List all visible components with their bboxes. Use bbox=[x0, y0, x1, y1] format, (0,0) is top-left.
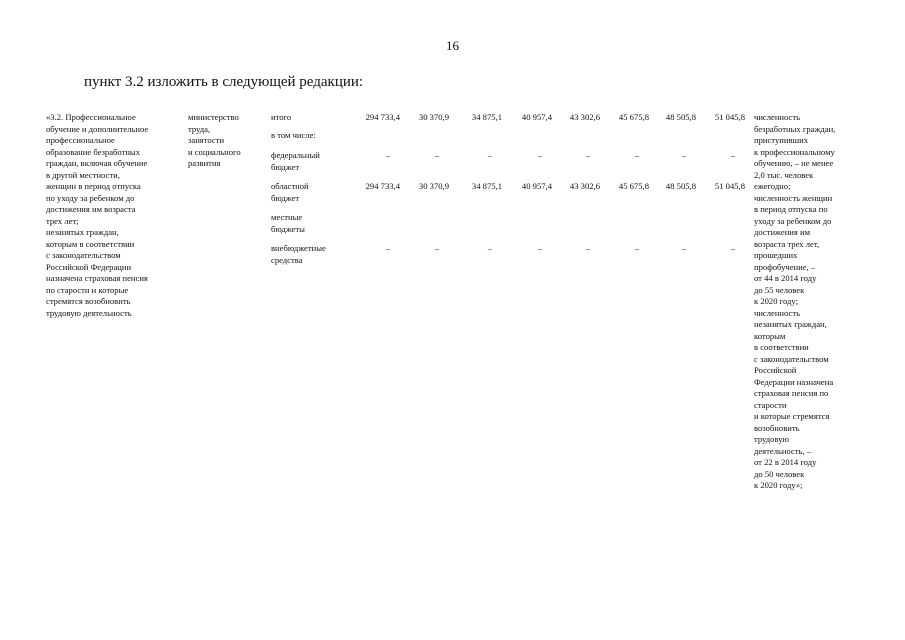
activity-line: обучение и дополнительное bbox=[46, 123, 149, 134]
result-line: и которые стремятся bbox=[754, 411, 830, 421]
funding-value-cell: – bbox=[634, 243, 640, 253]
result-line: возобновить bbox=[754, 422, 800, 433]
funding-value-cell: 48 505,8 bbox=[665, 181, 696, 191]
funding-source-line: в том числе: bbox=[271, 130, 316, 140]
funding-value-cell: 40 957,4 bbox=[521, 181, 552, 191]
activity-line: по старости и которые bbox=[46, 284, 129, 295]
result-line: трудовую bbox=[754, 434, 789, 444]
funding-value-cell: – bbox=[681, 150, 687, 160]
result-line: обучению, – не менее bbox=[754, 158, 834, 168]
result-line: незанятых граждан, bbox=[754, 319, 827, 329]
result-line: уходу за ребенком до bbox=[754, 215, 832, 226]
funding-value-cell: 40 957,4 bbox=[521, 112, 552, 122]
result-line: возраста трех лет, bbox=[754, 238, 820, 249]
funding-source-label bbox=[271, 150, 320, 173]
funding-source-line: областной bbox=[271, 181, 309, 191]
funding-value-cell: 51 045,8 bbox=[714, 112, 745, 122]
result-line: к 2020 году; bbox=[754, 296, 798, 306]
funding-value-cell: – bbox=[434, 150, 440, 160]
funding-value-cell: 48 505,8 bbox=[665, 112, 696, 122]
activity-line: назначена страховая пенсия bbox=[46, 273, 148, 283]
funding-source-line: итого bbox=[271, 112, 292, 122]
activity-line: незанятых граждан, bbox=[46, 227, 119, 237]
funding-value-cell: – bbox=[537, 150, 543, 160]
result-line: прошедших bbox=[754, 250, 798, 260]
funding-value-cell: 43 302,6 bbox=[569, 181, 600, 191]
funding-value-cell: – bbox=[681, 243, 687, 253]
result-line: приступивших bbox=[754, 135, 809, 145]
funding-value-cell: 294 733,4 bbox=[365, 181, 400, 191]
activity-line: трудовую деятельность bbox=[46, 307, 132, 318]
funding-value-cell: – bbox=[634, 150, 640, 160]
funding-value-cell: 45 675,8 bbox=[618, 112, 649, 122]
result-line: страховая пенсия по bbox=[754, 388, 829, 398]
executor-line: занятости bbox=[188, 135, 225, 145]
result-line: от 22 в 2014 году bbox=[754, 457, 817, 467]
funding-value-cell: – bbox=[585, 243, 591, 253]
result-line: профобучение, – bbox=[754, 261, 816, 272]
result-line: к профессиональному bbox=[754, 146, 835, 157]
funding-source-line: внебюджетные bbox=[271, 243, 326, 253]
funding-source-label bbox=[271, 212, 305, 235]
result-line: до 50 человек bbox=[754, 468, 805, 479]
funding-value-cell: – bbox=[730, 150, 736, 160]
executor-line: развития bbox=[188, 158, 221, 168]
funding-source-label bbox=[271, 243, 326, 266]
funding-value-cell: – bbox=[487, 150, 493, 160]
result-line: достижения им bbox=[754, 227, 811, 237]
funding-source-label bbox=[271, 112, 291, 124]
funding-value-cell: 294 733,4 bbox=[365, 112, 400, 122]
result-line: старости bbox=[754, 399, 787, 410]
executor-line: и социального bbox=[188, 146, 241, 157]
funding-value-cell: – bbox=[385, 150, 391, 160]
activity-line: женщин в период отпуска bbox=[46, 181, 141, 191]
result-line: деятельность, – bbox=[754, 445, 812, 456]
executor-line: министерство bbox=[188, 112, 239, 122]
result-column bbox=[754, 112, 835, 492]
funding-source-label bbox=[271, 130, 316, 142]
funding-source-line: бюджет bbox=[271, 192, 300, 203]
funding-value-cell: 34 875,1 bbox=[471, 112, 502, 122]
activity-line: стремятся возобновить bbox=[46, 296, 131, 306]
activity-line: трех лет; bbox=[46, 215, 79, 226]
result-line: Российской bbox=[754, 365, 797, 375]
activity-line: по уходу за ребенком до bbox=[46, 192, 135, 203]
result-line: численность bbox=[754, 112, 801, 122]
activity-line: образование безработных bbox=[46, 146, 141, 157]
result-line: с законодательством bbox=[754, 353, 829, 364]
result-line: в соответствии bbox=[754, 342, 809, 352]
funding-source-line: бюджеты bbox=[271, 223, 305, 234]
result-line: численность bbox=[754, 307, 801, 318]
result-line: численность женщин bbox=[754, 192, 833, 203]
result-line: в период отпуска по bbox=[754, 204, 828, 214]
funding-value-cell: – bbox=[385, 243, 391, 253]
funding-value-cell: – bbox=[730, 243, 736, 253]
activity-line: с законодательством bbox=[46, 250, 121, 260]
funding-value-cell: 34 875,1 bbox=[471, 181, 502, 191]
executor-line: труда, bbox=[188, 123, 211, 134]
funding-value-cell: 43 302,6 bbox=[569, 112, 600, 122]
result-line: 2,0 тыс. человек bbox=[754, 169, 814, 180]
result-line: Федерации назначена bbox=[754, 376, 834, 387]
activity-line: достижения им возраста bbox=[46, 204, 136, 214]
activity-line: которым в соответствии bbox=[46, 238, 135, 249]
funding-source-line: средства bbox=[271, 254, 303, 265]
funding-source-line: федеральный bbox=[271, 150, 320, 160]
funding-value-cell: 30 370,9 bbox=[418, 181, 449, 191]
activity-line: граждан, включая обучение bbox=[46, 158, 148, 168]
result-line: от 44 в 2014 году bbox=[754, 273, 817, 283]
activity-line: в другой местности, bbox=[46, 169, 120, 180]
funding-value-cell: 30 370,9 bbox=[418, 112, 449, 122]
page-number: 16 bbox=[446, 38, 459, 53]
result-line: ежегодно; bbox=[754, 181, 791, 191]
activity-column bbox=[46, 112, 148, 319]
funding-source-label bbox=[271, 181, 309, 204]
activity-line: Российской Федерации bbox=[46, 261, 132, 272]
funding-value-cell: – bbox=[585, 150, 591, 160]
funding-source-line: бюджет bbox=[271, 161, 300, 172]
funding-value-cell: – bbox=[487, 243, 493, 253]
executor-column bbox=[188, 112, 241, 170]
result-line: безработных граждан, bbox=[754, 123, 836, 134]
result-line: которым bbox=[754, 330, 786, 341]
funding-value-cell: – bbox=[434, 243, 440, 253]
funding-value-cell: 51 045,8 bbox=[714, 181, 745, 191]
result-line: до 55 человек bbox=[754, 284, 805, 295]
document-heading: пункт 3.2 изложить в следующей редакции: bbox=[84, 74, 364, 90]
funding-value-cell: – bbox=[537, 243, 543, 253]
activity-line: «3.2. Профессиональное bbox=[46, 112, 136, 122]
result-line: к 2020 году»; bbox=[754, 480, 803, 490]
funding-value-cell: 45 675,8 bbox=[618, 181, 649, 191]
funding-source-line: местные bbox=[271, 212, 303, 222]
activity-line: профессиональное bbox=[46, 135, 115, 145]
